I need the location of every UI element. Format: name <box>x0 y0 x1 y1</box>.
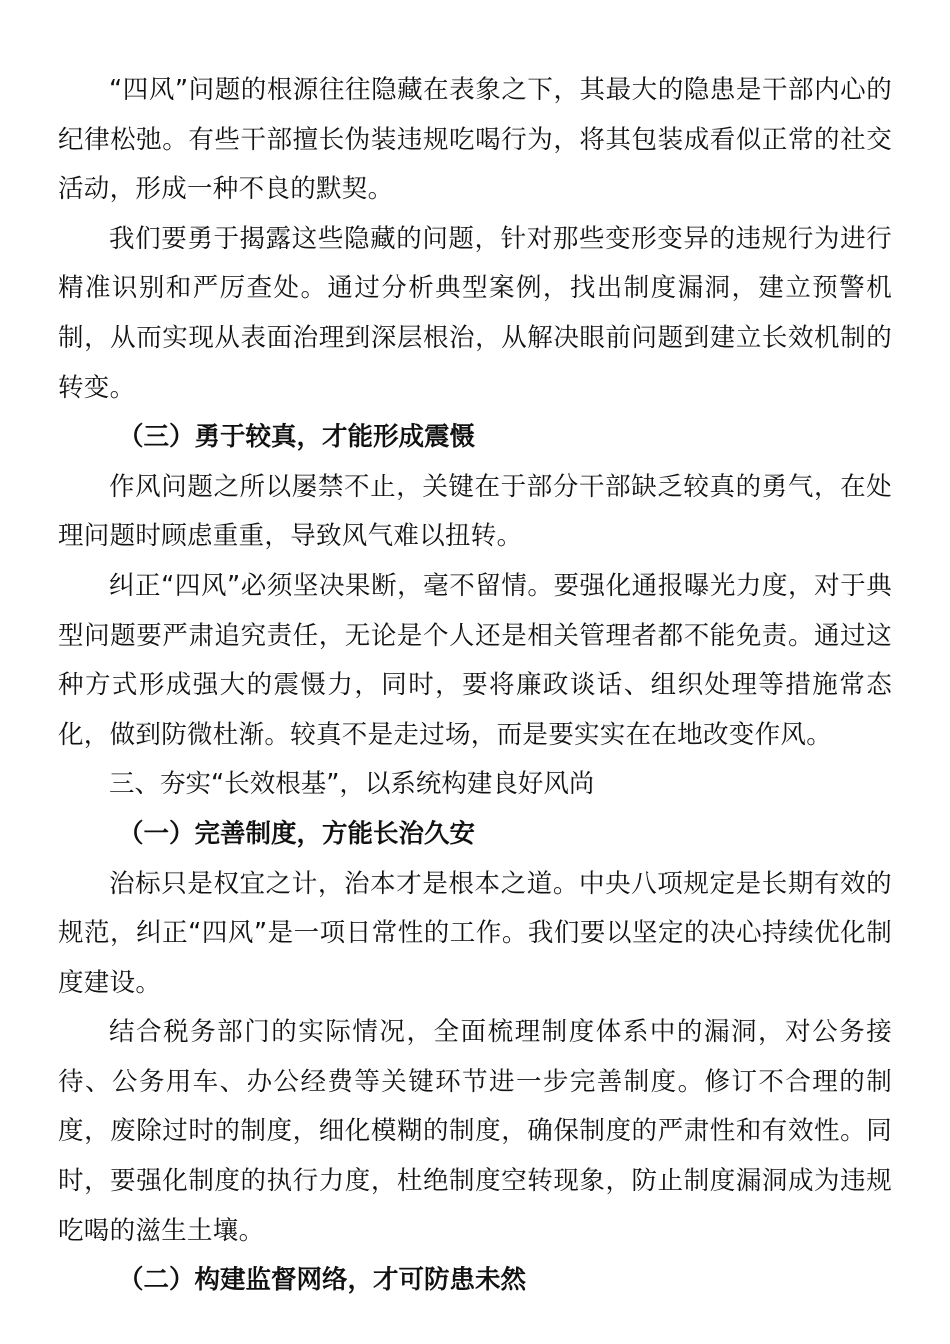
paragraph-root-causes: “四风”问题的根源往往隐藏在表象之下，其最大的隐患是干部内心的纪律松弛。有些干部擅长伪装违规吃喝行为，将其包装成看似正常的社交活动，形成一种不良的默契。 <box>58 75 892 205</box>
paragraph-expose-problems: 我们要勇于揭露这些隐藏的问题，针对那些变形变异的违规行为进行精准识别和严厉查处。通过分析典型案例，找出制度漏洞，建立预警机制，从而实现从表面治理到深层根治，从解决眼前问题到建立长效机制的转变。 <box>58 223 892 403</box>
subheading-3: （三）勇于较真，才能形成震慑 <box>118 422 476 453</box>
subheading-2: （二）构建监督网络，才可防患未然 <box>118 1265 527 1296</box>
paragraph-resolute-correction: 纠正“四风”必须坚决果断，毫不留情。要强化通报曝光力度，对于典型问题要严肃追究责任，无论是个人还是相关管理者都不能免责。通过这种方式形成强大的震慑力，同时，要将廉政谈话、组织处理等措施常态化，做到防微杜渐。较真不是走过场，而是要实实在在地改变作风。 <box>58 570 892 750</box>
document-page <box>58 66 892 1306</box>
paragraph-system-improvement: 结合税务部门的实际情况，全面梳理制度体系中的漏洞，对公务接待、公务用车、办公经费等关键环节进一步完善制度。修订不合理的制度，废除过时的制度，细化模糊的制度，确保制度的严肃性和有效性。同时，要强化制度的执行力度，杜绝制度空转现象，防止制度漏洞成为违规吃喝的滋生土壤。 <box>58 1017 892 1246</box>
paragraph-persistent-problems: 作风问题之所以屡禁不止，关键在于部分干部缺乏较真的勇气，在处理问题时顾虑重重，导致风气难以扭转。 <box>58 471 892 552</box>
section-heading-3: 三、夯实“长效根基”，以系统构建良好风尚 <box>109 769 595 800</box>
subheading-1: （一）完善制度，方能长治久安 <box>118 818 476 849</box>
paragraph-root-cause-governance: 治标只是权宜之计，治本才是根本之道。中央八项规定是长期有效的规范，纠正“四风”是一项日常性的工作。我们要以坚定的决心持续优化制度建设。 <box>58 868 892 998</box>
